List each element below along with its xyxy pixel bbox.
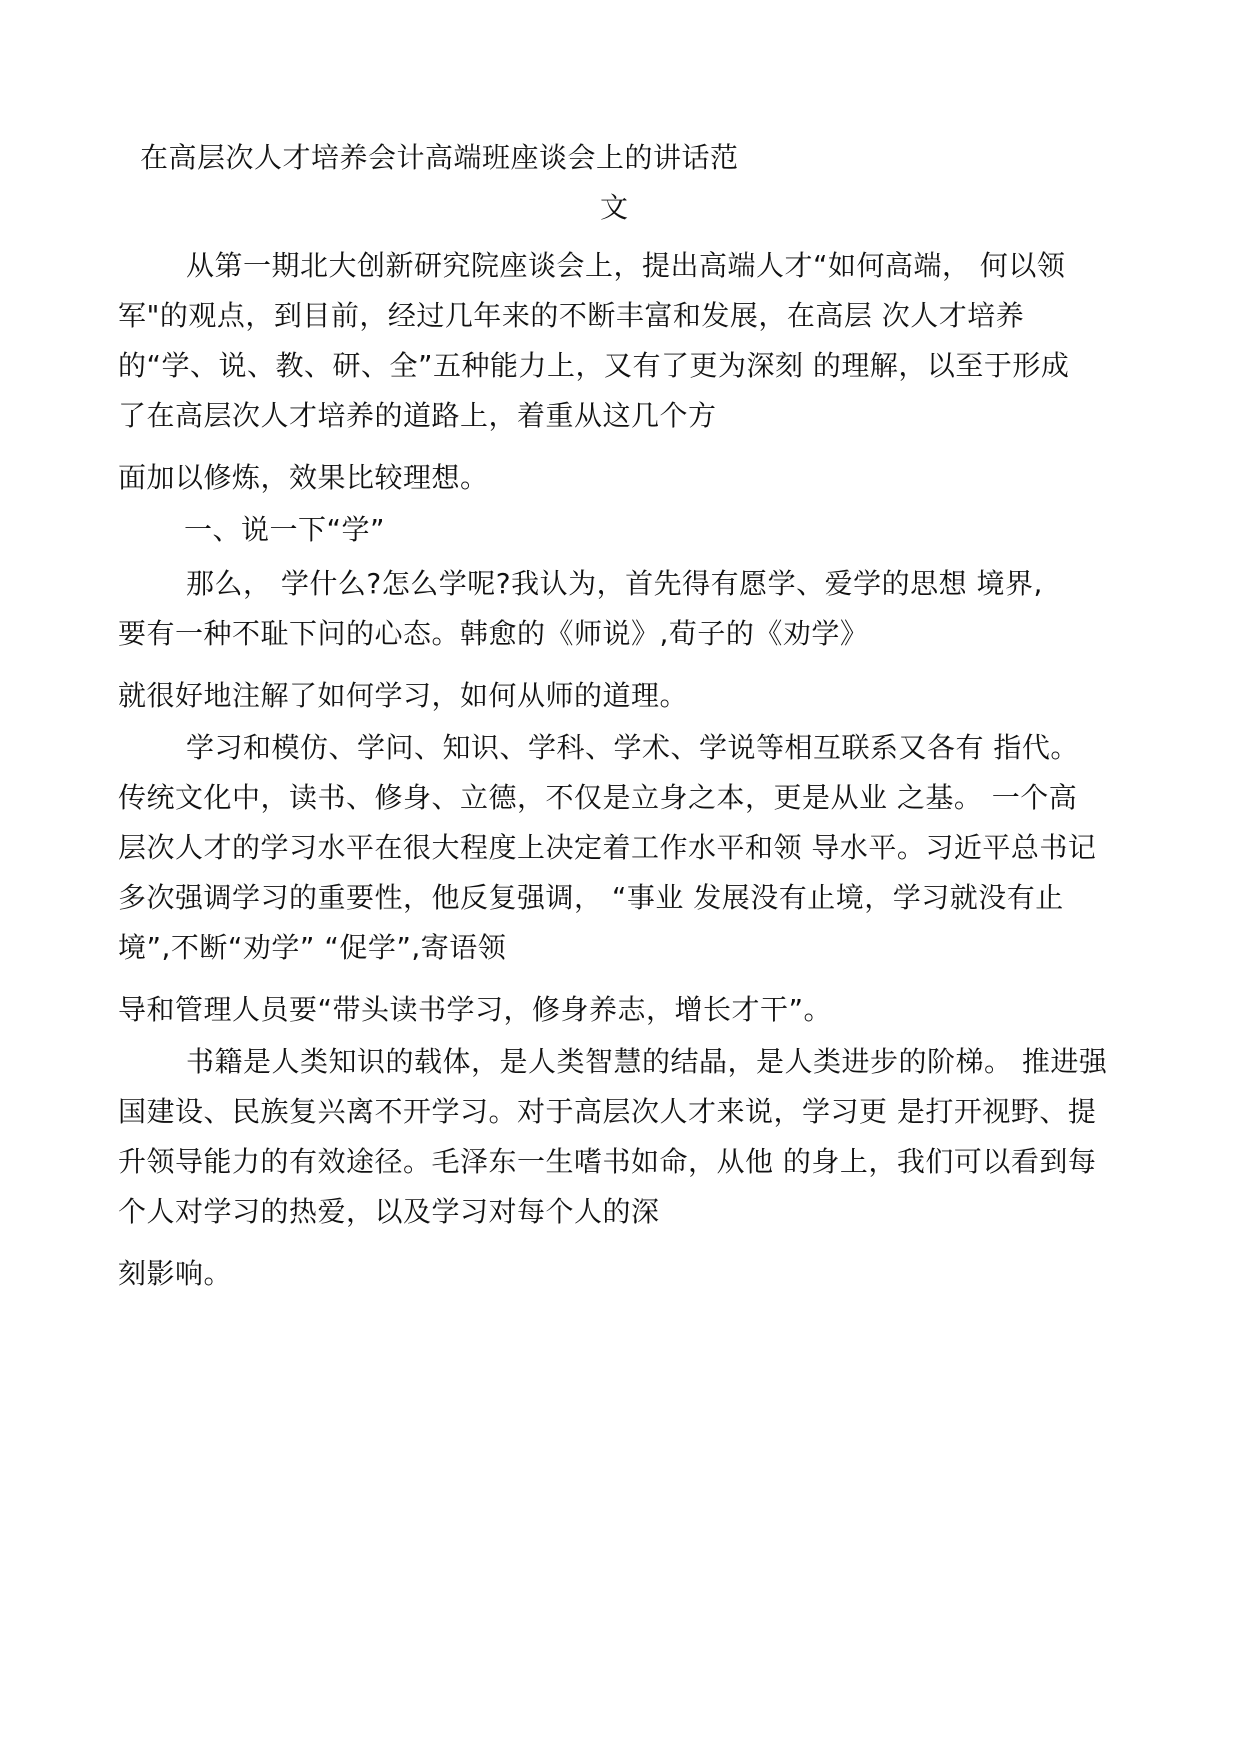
paragraph-1-line-2: 军"的观点，到目前，经过几年来的不断丰富和发展，在高层 次人才培养 bbox=[118, 299, 1025, 332]
paragraph-1-line-1: 从第一期北大创新研究院座谈会上，提出高端人才“如何高端， 何以领 bbox=[186, 249, 1066, 282]
paragraph-3-line-5: 境”,不断“劝学” “促学”,寄语领 bbox=[118, 931, 507, 964]
paragraph-2-line-2: 要有一种不耻下问的心态。韩愈的《师说》,荀子的《劝学》 bbox=[118, 617, 869, 650]
paragraph-3-line-3: 层次人才的学习水平在很大程度上决定着工作水平和领 导水平。习近平总书记 bbox=[118, 831, 1097, 864]
paragraph-2-line-3: 就很好地注解了如何学习，如何从师的道理。 bbox=[118, 679, 689, 712]
paragraph-3-line-4: 多次强调学习的重要性，他反复强调， “事业 发展没有止境，学习就没有止 bbox=[118, 881, 1064, 914]
paragraph-3-line-6: 导和管理人员要“带头读书学习，修身养志，增长才干”。 bbox=[118, 993, 833, 1026]
paragraph-1-line-5: 面加以修炼，效果比较理想。 bbox=[118, 461, 489, 494]
paragraph-3-line-1: 学习和模仿、学问、知识、学科、学术、学说等相互联系又各有 指代。 bbox=[186, 731, 1079, 764]
paragraph-2-line-1: 那么， 学什么?怎么学呢?我认为，首先得有愿学、爱学的思想 境界, bbox=[186, 567, 1043, 600]
document-title-line-1: 在高层次人才培养会计高端班座谈会上的讲话范 bbox=[140, 141, 739, 174]
paragraph-4-line-4: 个人对学习的热爱，以及学习对每个人的深 bbox=[118, 1195, 660, 1228]
paragraph-4-line-2: 国建设、民族复兴离不开学习。对于高层次人才来说，学习更 是打开视野、提 bbox=[118, 1095, 1097, 1128]
paragraph-4-line-1: 书籍是人类知识的载体，是人类智慧的结晶，是人类进步的阶梯。 推进强 bbox=[186, 1045, 1108, 1078]
document-title-line-2: 文 bbox=[600, 191, 629, 224]
paragraph-1-line-3: 的“学、说、教、研、全”五种能力上，又有了更为深刻 的理解，以至于形成 bbox=[118, 349, 1070, 382]
section-heading-1: 一、说一下“学” bbox=[184, 513, 386, 546]
paragraph-4-line-3: 升领导能力的有效途径。毛泽东一生嗜书如命，从他 的身上，我们可以看到每 bbox=[118, 1145, 1097, 1178]
paragraph-3-line-2: 传统文化中，读书、修身、立德，不仅是立身之本，更是从业 之基。 一个高 bbox=[118, 781, 1078, 814]
paragraph-4-line-5: 刻影响。 bbox=[118, 1257, 233, 1290]
paragraph-1-line-4: 了在高层次人才培养的道路上，着重从这几个方 bbox=[118, 399, 717, 432]
